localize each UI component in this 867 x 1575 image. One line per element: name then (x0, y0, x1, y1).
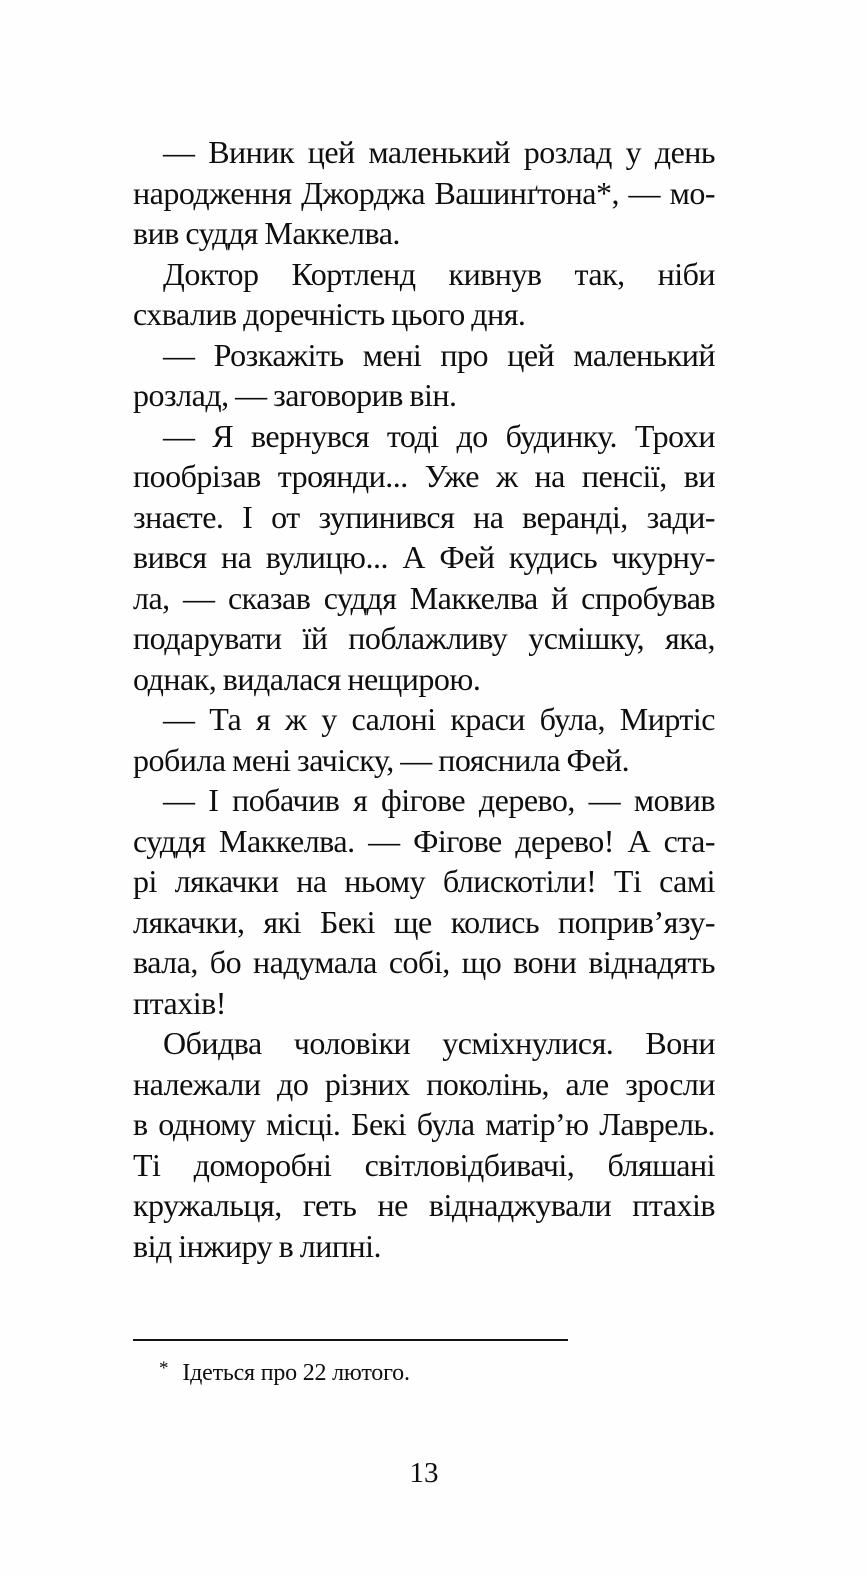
footnote-text: Ідеться про 22 лютого. (182, 1360, 410, 1386)
text-line: однак, видалася нещирою. (133, 660, 481, 697)
text-line: Обидва чоловіки усміхнулися. Вони (163, 1025, 715, 1061)
text-line: — Я вернувся тоді до будинку. Трохи (163, 417, 715, 454)
text-line: подарувати їй поблажливу усмішку, яка, (133, 620, 715, 656)
text-line: птахів! (133, 984, 226, 1021)
text-line: вив суддя Маккелва. (133, 215, 400, 251)
text-line: ла, — сказав суддя Маккелва й спробував (133, 579, 715, 616)
footnote-marker: * (159, 1358, 169, 1379)
text-line: вився на вулицю... А Фей кудись чкурну- (133, 539, 715, 575)
text-line: схвалив доречність цього дня. (133, 296, 526, 332)
page-number: 13 (409, 1457, 439, 1489)
text-line: пообрізав троянди... Уже ж на пенсії, ви (133, 458, 715, 494)
footnote-divider (133, 1339, 568, 1341)
text-line: — Розкажіть мені про цей маленький (163, 336, 715, 373)
text-line: від інжиру в липні. (133, 1227, 381, 1264)
text-line: рі лякачки на ньому блискотіли! Ті самі (133, 863, 715, 899)
text-line: — Та я ж у салоні краси була, Миртіс (163, 701, 715, 737)
text-line: Доктор Кортленд кивнув так, ніби (163, 255, 715, 292)
text-line: вала, бо надумала собі, що вони віднадять (133, 944, 715, 980)
text-line: Ті доморобні світловідбивачі, бляшані (133, 1146, 715, 1183)
text-line: знаєте. І от зупинився на веранді, зади- (133, 498, 715, 535)
text-line: в одному місці. Бекі була матір’ю Лаврель. (133, 1106, 715, 1142)
body-text (133, 132, 715, 1266)
text-line: народження Джорджа Вашинґтона*, — мо- (133, 174, 715, 211)
text-line: суддя Маккелва. — Фігове дерево! А ста- (133, 822, 715, 859)
text-line: — Виник цей маленький розлад у день (163, 134, 715, 170)
text-line: лякачки, які Бекі ще колись поприв’язу- (133, 903, 715, 940)
text-line: кружальця, геть не віднаджували птахів (133, 1187, 715, 1223)
footnote (133, 1354, 715, 1388)
text-line: належали до різних поколінь, але зросли (133, 1065, 715, 1102)
text-line: — І побачив я фігове дерево, — мовив (163, 782, 715, 818)
text-line: робила мені зачіску, — пояснила Фей. (133, 741, 630, 778)
text-line: розлад, — заговорив він. (133, 377, 457, 413)
